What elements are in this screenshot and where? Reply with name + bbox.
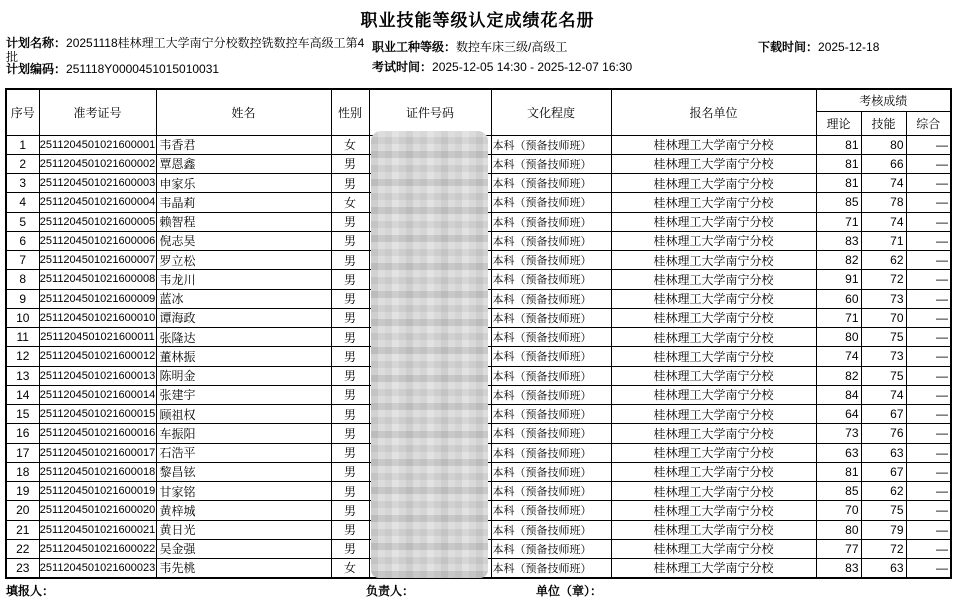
cell-gender: 男 bbox=[331, 154, 369, 173]
cell-gender: 男 bbox=[331, 520, 369, 539]
cell-education: 本科（预备技师班） bbox=[491, 482, 611, 501]
cell-unit: 桂林理工大学南宁分校 bbox=[611, 482, 816, 501]
cell-comprehensive: — bbox=[906, 501, 951, 520]
cell-ticket: 2511204501021600006 bbox=[39, 231, 156, 250]
cell-name: 谭海政 bbox=[156, 308, 331, 327]
cell-name: 赖智程 bbox=[156, 212, 331, 231]
cell-gender: 男 bbox=[331, 289, 369, 308]
cell-skill: 66 bbox=[861, 154, 906, 173]
cell-gender: 男 bbox=[331, 501, 369, 520]
cell-unit: 桂林理工大学南宁分校 bbox=[611, 289, 816, 308]
cell-name: 车振阳 bbox=[156, 424, 331, 443]
cell-ticket: 2511204501021600020 bbox=[39, 501, 156, 520]
header-id-number: 证件号码 bbox=[369, 89, 491, 135]
cell-theory: 81 bbox=[816, 174, 861, 193]
cell-unit: 桂林理工大学南宁分校 bbox=[611, 405, 816, 424]
cell-seq: 16 bbox=[6, 424, 39, 443]
cell-theory: 81 bbox=[816, 154, 861, 173]
cell-seq: 2 bbox=[6, 154, 39, 173]
cell-comprehensive: — bbox=[906, 270, 951, 289]
occupation-level-value: 数控车床三级/高级工 bbox=[456, 40, 568, 54]
cell-comprehensive: — bbox=[906, 405, 951, 424]
cell-gender: 女 bbox=[331, 193, 369, 212]
header-seq: 序号 bbox=[6, 89, 39, 135]
cell-unit: 桂林理工大学南宁分校 bbox=[611, 154, 816, 173]
cell-gender: 男 bbox=[331, 347, 369, 366]
cell-comprehensive: — bbox=[906, 559, 951, 578]
cell-ticket: 2511204501021600012 bbox=[39, 347, 156, 366]
plan-code bbox=[6, 63, 219, 77]
occupation-level-label: 职业工种等级： bbox=[372, 40, 457, 54]
cell-ticket: 2511204501021600008 bbox=[39, 270, 156, 289]
cell-gender: 男 bbox=[331, 308, 369, 327]
cell-name: 蓝冰 bbox=[156, 289, 331, 308]
cell-ticket: 2511204501021600017 bbox=[39, 443, 156, 462]
cell-skill: 70 bbox=[861, 308, 906, 327]
plan-name-label: 计划名称： bbox=[6, 36, 67, 50]
cell-unit: 桂林理工大学南宁分校 bbox=[611, 193, 816, 212]
cell-ticket: 2511204501021600015 bbox=[39, 405, 156, 424]
header-comprehensive: 综合 bbox=[906, 111, 951, 135]
cell-education: 本科（预备技师班） bbox=[491, 443, 611, 462]
cell-skill: 75 bbox=[861, 328, 906, 347]
cell-skill: 72 bbox=[861, 539, 906, 558]
cell-theory: 82 bbox=[816, 366, 861, 385]
cell-seq: 18 bbox=[6, 462, 39, 481]
plan-name bbox=[6, 37, 374, 64]
cell-name: 罗立松 bbox=[156, 251, 331, 270]
cell-ticket: 2511204501021600005 bbox=[39, 212, 156, 231]
cell-seq: 8 bbox=[6, 270, 39, 289]
cell-seq: 13 bbox=[6, 366, 39, 385]
cell-seq: 9 bbox=[6, 289, 39, 308]
download-time-value: 2025-12-18 bbox=[818, 40, 880, 54]
cell-unit: 桂林理工大学南宁分校 bbox=[611, 520, 816, 539]
cell-education: 本科（预备技师班） bbox=[491, 270, 611, 289]
exam-time bbox=[372, 61, 632, 75]
cell-unit: 桂林理工大学南宁分校 bbox=[611, 559, 816, 578]
cell-name: 吴金强 bbox=[156, 539, 331, 558]
cell-name: 张建宇 bbox=[156, 385, 331, 404]
header-gender: 性别 bbox=[331, 89, 369, 135]
cell-education: 本科（预备技师班） bbox=[491, 212, 611, 231]
cell-name: 黄日光 bbox=[156, 520, 331, 539]
cell-comprehensive: — bbox=[906, 366, 951, 385]
cell-name: 倪志昊 bbox=[156, 231, 331, 250]
cell-unit: 桂林理工大学南宁分校 bbox=[611, 462, 816, 481]
cell-theory: 64 bbox=[816, 405, 861, 424]
cell-theory: 74 bbox=[816, 347, 861, 366]
cell-skill: 74 bbox=[861, 212, 906, 231]
cell-education: 本科（预备技师班） bbox=[491, 424, 611, 443]
cell-skill: 72 bbox=[861, 270, 906, 289]
cell-unit: 桂林理工大学南宁分校 bbox=[611, 174, 816, 193]
download-time-label: 下载时间： bbox=[758, 40, 819, 54]
cell-unit: 桂林理工大学南宁分校 bbox=[611, 135, 816, 154]
cell-comprehensive: — bbox=[906, 347, 951, 366]
cell-name: 甘家铭 bbox=[156, 482, 331, 501]
cell-education: 本科（预备技师班） bbox=[491, 385, 611, 404]
cell-comprehensive: — bbox=[906, 308, 951, 327]
cell-seq: 14 bbox=[6, 385, 39, 404]
cell-comprehensive: — bbox=[906, 193, 951, 212]
cell-unit: 桂林理工大学南宁分校 bbox=[611, 443, 816, 462]
cell-education: 本科（预备技师班） bbox=[491, 539, 611, 558]
cell-name: 石浩平 bbox=[156, 443, 331, 462]
cell-seq: 20 bbox=[6, 501, 39, 520]
exam-time-label: 考试时间： bbox=[372, 60, 433, 74]
plan-name-value: 20251118桂林理工大学南宁分校数控铣数控车高级工第4批 bbox=[6, 36, 365, 64]
cell-ticket: 2511204501021600003 bbox=[39, 174, 156, 193]
cell-skill: 73 bbox=[861, 347, 906, 366]
filler-label: 填报人： bbox=[6, 584, 55, 598]
cell-education: 本科（预备技师班） bbox=[491, 347, 611, 366]
cell-comprehensive: — bbox=[906, 328, 951, 347]
cell-unit: 桂林理工大学南宁分校 bbox=[611, 539, 816, 558]
cell-gender: 男 bbox=[331, 405, 369, 424]
cell-comprehensive: — bbox=[906, 385, 951, 404]
exam-time-value: 2025-12-05 14:30 - 2025-12-07 16:30 bbox=[432, 60, 633, 74]
cell-unit: 桂林理工大学南宁分校 bbox=[611, 366, 816, 385]
cell-education: 本科（预备技师班） bbox=[491, 251, 611, 270]
cell-seq: 11 bbox=[6, 328, 39, 347]
cell-gender: 男 bbox=[331, 174, 369, 193]
cell-ticket: 2511204501021600004 bbox=[39, 193, 156, 212]
cell-theory: 63 bbox=[816, 443, 861, 462]
cell-gender: 男 bbox=[331, 366, 369, 385]
cell-gender: 男 bbox=[331, 328, 369, 347]
cell-comprehensive: — bbox=[906, 289, 951, 308]
cell-education: 本科（预备技师班） bbox=[491, 559, 611, 578]
cell-gender: 女 bbox=[331, 559, 369, 578]
cell-comprehensive: — bbox=[906, 231, 951, 250]
cell-seq: 21 bbox=[6, 520, 39, 539]
cell-seq: 19 bbox=[6, 482, 39, 501]
cell-name: 申家乐 bbox=[156, 174, 331, 193]
cell-name: 韦先桃 bbox=[156, 559, 331, 578]
cell-education: 本科（预备技师班） bbox=[491, 289, 611, 308]
cell-gender: 男 bbox=[331, 212, 369, 231]
cell-unit: 桂林理工大学南宁分校 bbox=[611, 347, 816, 366]
cell-education: 本科（预备技师班） bbox=[491, 462, 611, 481]
cell-ticket: 2511204501021600022 bbox=[39, 539, 156, 558]
cell-education: 本科（预备技师班） bbox=[491, 174, 611, 193]
cell-comprehensive: — bbox=[906, 482, 951, 501]
cell-education: 本科（预备技师班） bbox=[491, 328, 611, 347]
cell-ticket: 2511204501021600002 bbox=[39, 154, 156, 173]
cell-skill: 79 bbox=[861, 520, 906, 539]
cell-seq: 1 bbox=[6, 135, 39, 154]
cell-name: 陈明金 bbox=[156, 366, 331, 385]
cell-seq: 5 bbox=[6, 212, 39, 231]
cell-education: 本科（预备技师班） bbox=[491, 366, 611, 385]
cell-unit: 桂林理工大学南宁分校 bbox=[611, 424, 816, 443]
cell-theory: 80 bbox=[816, 520, 861, 539]
cell-education: 本科（预备技师班） bbox=[491, 501, 611, 520]
cell-skill: 62 bbox=[861, 482, 906, 501]
cell-theory: 80 bbox=[816, 328, 861, 347]
cell-ticket: 2511204501021600018 bbox=[39, 462, 156, 481]
cell-skill: 67 bbox=[861, 405, 906, 424]
cell-name: 黄梓城 bbox=[156, 501, 331, 520]
cell-theory: 71 bbox=[816, 212, 861, 231]
manager-label: 负责人： bbox=[366, 584, 415, 598]
cell-theory: 81 bbox=[816, 135, 861, 154]
cell-unit: 桂林理工大学南宁分校 bbox=[611, 308, 816, 327]
cell-comprehensive: — bbox=[906, 462, 951, 481]
plan-code-label: 计划编码： bbox=[6, 62, 67, 76]
cell-theory: 85 bbox=[816, 193, 861, 212]
redacted-id-column-blur bbox=[371, 131, 488, 578]
cell-unit: 桂林理工大学南宁分校 bbox=[611, 251, 816, 270]
unit-seal-label: 单位（章）： bbox=[536, 584, 603, 598]
cell-name: 黎昌铉 bbox=[156, 462, 331, 481]
cell-gender: 男 bbox=[331, 251, 369, 270]
cell-ticket: 2511204501021600001 bbox=[39, 135, 156, 154]
cell-ticket: 2511204501021600013 bbox=[39, 366, 156, 385]
cell-gender: 男 bbox=[331, 385, 369, 404]
cell-seq: 10 bbox=[6, 308, 39, 327]
cell-theory: 73 bbox=[816, 424, 861, 443]
cell-theory: 60 bbox=[816, 289, 861, 308]
cell-skill: 63 bbox=[861, 559, 906, 578]
cell-seq: 15 bbox=[6, 405, 39, 424]
cell-name: 韦龙川 bbox=[156, 270, 331, 289]
header-unit: 报名单位 bbox=[611, 89, 816, 135]
cell-unit: 桂林理工大学南宁分校 bbox=[611, 501, 816, 520]
cell-seq: 4 bbox=[6, 193, 39, 212]
cell-name: 董林振 bbox=[156, 347, 331, 366]
cell-ticket: 2511204501021600016 bbox=[39, 424, 156, 443]
cell-seq: 6 bbox=[6, 231, 39, 250]
cell-seq: 12 bbox=[6, 347, 39, 366]
cell-comprehensive: — bbox=[906, 443, 951, 462]
cell-education: 本科（预备技师班） bbox=[491, 154, 611, 173]
cell-ticket: 2511204501021600014 bbox=[39, 385, 156, 404]
cell-name: 韦晶莉 bbox=[156, 193, 331, 212]
occupation-level bbox=[372, 41, 567, 55]
cell-gender: 女 bbox=[331, 135, 369, 154]
cell-skill: 71 bbox=[861, 231, 906, 250]
cell-comprehensive: — bbox=[906, 520, 951, 539]
cell-seq: 3 bbox=[6, 174, 39, 193]
cell-unit: 桂林理工大学南宁分校 bbox=[611, 328, 816, 347]
cell-seq: 23 bbox=[6, 559, 39, 578]
cell-theory: 83 bbox=[816, 559, 861, 578]
cell-seq: 22 bbox=[6, 539, 39, 558]
cell-comprehensive: — bbox=[906, 424, 951, 443]
cell-theory: 83 bbox=[816, 231, 861, 250]
cell-ticket: 2511204501021600009 bbox=[39, 289, 156, 308]
cell-comprehensive: — bbox=[906, 539, 951, 558]
header-education: 文化程度 bbox=[491, 89, 611, 135]
cell-skill: 63 bbox=[861, 443, 906, 462]
cell-education: 本科（预备技师班） bbox=[491, 520, 611, 539]
cell-unit: 桂林理工大学南宁分校 bbox=[611, 270, 816, 289]
cell-theory: 91 bbox=[816, 270, 861, 289]
cell-ticket: 2511204501021600007 bbox=[39, 251, 156, 270]
cell-unit: 桂林理工大学南宁分校 bbox=[611, 385, 816, 404]
cell-theory: 85 bbox=[816, 482, 861, 501]
cell-theory: 71 bbox=[816, 308, 861, 327]
cell-theory: 70 bbox=[816, 501, 861, 520]
cell-education: 本科（预备技师班） bbox=[491, 405, 611, 424]
cell-name: 韦香君 bbox=[156, 135, 331, 154]
cell-ticket: 2511204501021600011 bbox=[39, 328, 156, 347]
cell-gender: 男 bbox=[331, 424, 369, 443]
header-scores-group: 考核成绩 bbox=[816, 89, 951, 111]
cell-education: 本科（预备技师班） bbox=[491, 308, 611, 327]
cell-theory: 77 bbox=[816, 539, 861, 558]
cell-comprehensive: — bbox=[906, 212, 951, 231]
cell-education: 本科（预备技师班） bbox=[491, 231, 611, 250]
cell-theory: 81 bbox=[816, 462, 861, 481]
cell-ticket: 2511204501021600010 bbox=[39, 308, 156, 327]
header-theory: 理论 bbox=[816, 111, 861, 135]
cell-skill: 78 bbox=[861, 193, 906, 212]
cell-skill: 74 bbox=[861, 174, 906, 193]
cell-gender: 男 bbox=[331, 443, 369, 462]
cell-ticket: 2511204501021600019 bbox=[39, 482, 156, 501]
cell-skill: 73 bbox=[861, 289, 906, 308]
cell-gender: 男 bbox=[331, 462, 369, 481]
page-title: 职业技能等级认定成绩花名册 bbox=[360, 11, 595, 30]
cell-name: 张隆达 bbox=[156, 328, 331, 347]
cell-skill: 74 bbox=[861, 385, 906, 404]
cell-seq: 7 bbox=[6, 251, 39, 270]
cell-education: 本科（预备技师班） bbox=[491, 193, 611, 212]
cell-gender: 男 bbox=[331, 539, 369, 558]
cell-unit: 桂林理工大学南宁分校 bbox=[611, 231, 816, 250]
header-ticket: 准考证号 bbox=[39, 89, 156, 135]
cell-skill: 67 bbox=[861, 462, 906, 481]
plan-code-value: 251118Y0000451015010031 bbox=[66, 62, 220, 76]
cell-comprehensive: — bbox=[906, 135, 951, 154]
cell-name: 覃恩鑫 bbox=[156, 154, 331, 173]
cell-gender: 男 bbox=[331, 270, 369, 289]
cell-ticket: 2511204501021600021 bbox=[39, 520, 156, 539]
header-name: 姓名 bbox=[156, 89, 331, 135]
cell-ticket: 2511204501021600023 bbox=[39, 559, 156, 578]
cell-skill: 62 bbox=[861, 251, 906, 270]
cell-gender: 男 bbox=[331, 231, 369, 250]
cell-comprehensive: — bbox=[906, 174, 951, 193]
cell-comprehensive: — bbox=[906, 251, 951, 270]
cell-education: 本科（预备技师班） bbox=[491, 135, 611, 154]
cell-name: 顾祖权 bbox=[156, 405, 331, 424]
cell-gender: 男 bbox=[331, 482, 369, 501]
cell-seq: 17 bbox=[6, 443, 39, 462]
cell-comprehensive: — bbox=[906, 154, 951, 173]
cell-skill: 75 bbox=[861, 366, 906, 385]
cell-theory: 82 bbox=[816, 251, 861, 270]
cell-unit: 桂林理工大学南宁分校 bbox=[611, 212, 816, 231]
cell-theory: 84 bbox=[816, 385, 861, 404]
cell-skill: 75 bbox=[861, 501, 906, 520]
cell-skill: 80 bbox=[861, 135, 906, 154]
download-time bbox=[758, 41, 879, 55]
cell-skill: 76 bbox=[861, 424, 906, 443]
header-skill: 技能 bbox=[861, 111, 906, 135]
